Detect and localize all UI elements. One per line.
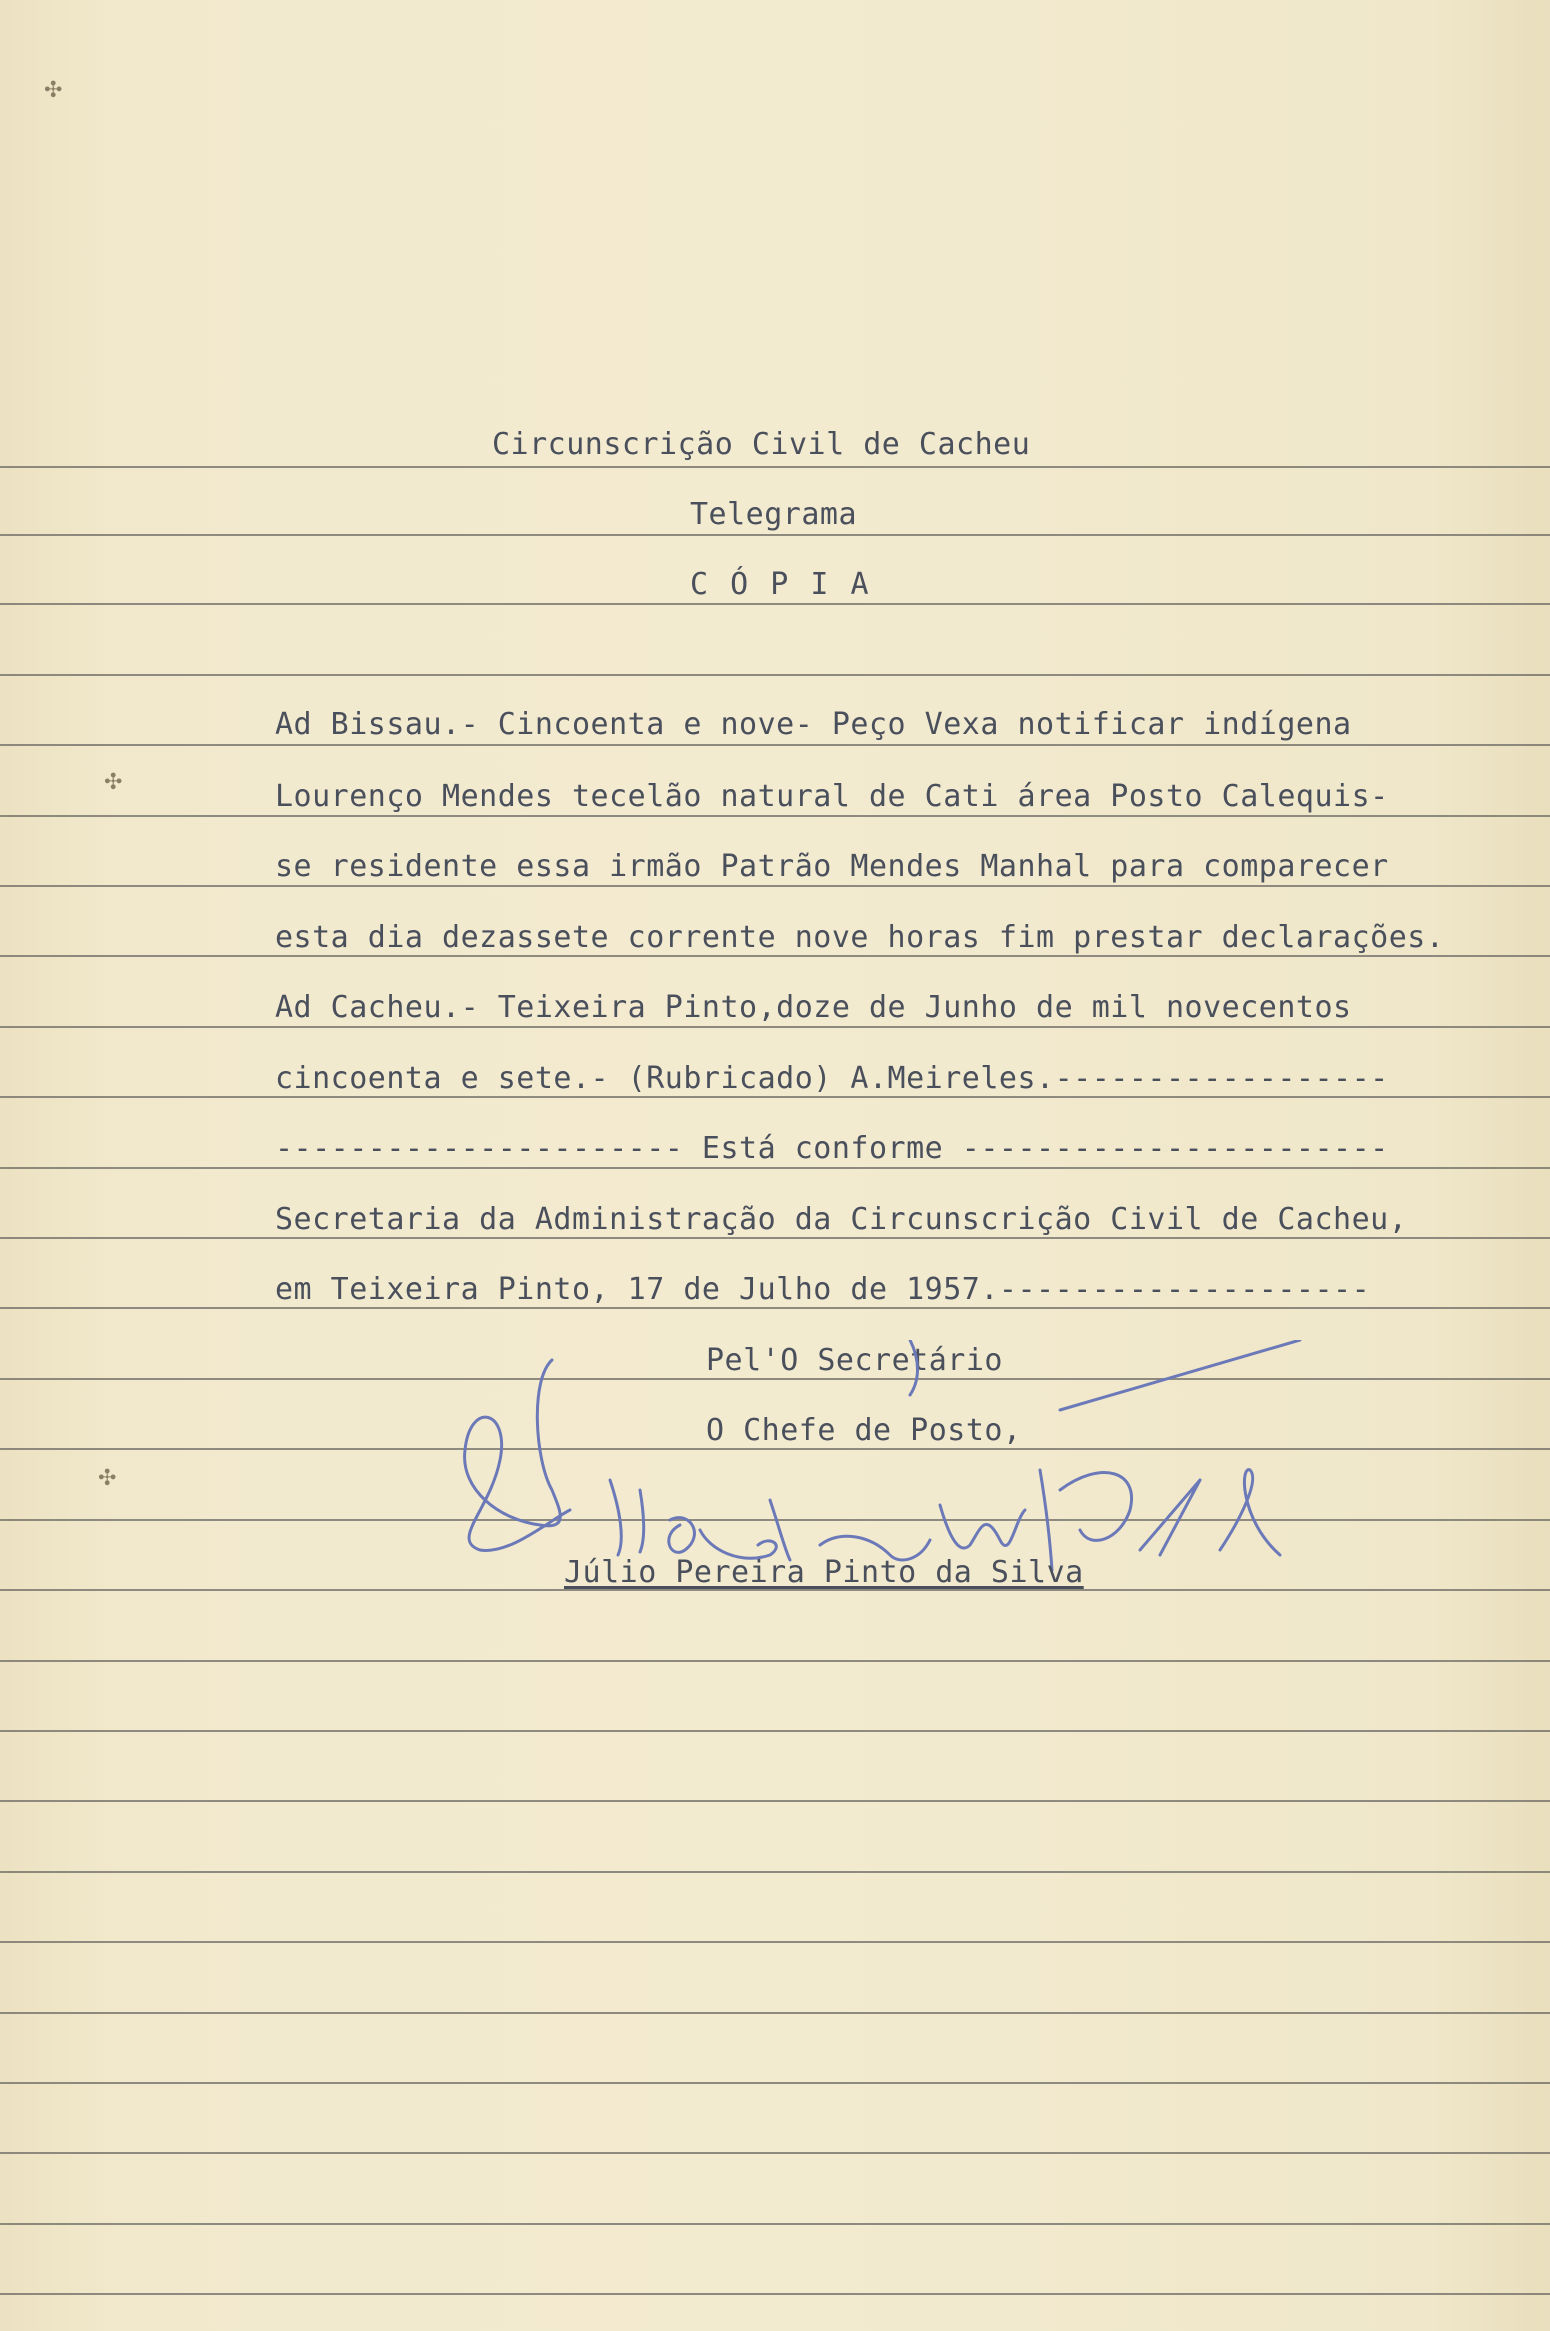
office-heading: Circunscrição Civil de Cacheu	[492, 427, 1031, 462]
for-secretary-label: Pel'O Secretário	[706, 1343, 1003, 1378]
ruled-line	[0, 885, 1550, 887]
paper-speck: ✣	[104, 770, 123, 795]
ruled-line	[0, 1660, 1550, 1662]
ruled-line	[0, 603, 1550, 605]
ruled-line	[0, 1730, 1550, 1732]
ruled-line	[0, 1237, 1550, 1239]
ruled-line	[0, 2223, 1550, 2225]
ruled-line	[0, 815, 1550, 817]
body-line-4: esta dia dezassete corrente nove horas fim prestar declarações.	[275, 920, 1445, 955]
body-line-3: se residente essa irmão Patrão Mendes Manhal para comparecer	[275, 849, 1389, 884]
ruled-line	[0, 1800, 1550, 1802]
signatory-name: Júlio Pereira Pinto da Silva	[564, 1555, 1084, 1590]
ruled-line	[0, 2082, 1550, 2084]
body-line-2: Lourenço Mendes tecelão natural de Cati área Posto Calequis-	[275, 779, 1389, 814]
copy-mark: C Ó P I A	[690, 567, 871, 602]
paper-speck: ✣	[44, 78, 63, 103]
ruled-line	[0, 1941, 1550, 1943]
ruled-line	[0, 1167, 1550, 1169]
ruled-line	[0, 534, 1550, 536]
paper-speck: ✣	[98, 1466, 117, 1491]
ruled-line	[0, 1096, 1550, 1098]
secretaria-line: Secretaria da Administração da Circunscrição Civil de Cacheu,	[275, 1202, 1408, 1237]
doc-type-heading: Telegrama	[690, 497, 858, 532]
ruled-line	[0, 1871, 1550, 1873]
body-line-6: cincoenta e sete.- (Rubricado) A.Meireles.------------------	[275, 1061, 1389, 1096]
ruled-line	[0, 744, 1550, 746]
ruled-line	[0, 2293, 1550, 2295]
ruled-line	[0, 1026, 1550, 1028]
ruled-line	[0, 2152, 1550, 2154]
body-line-1: Ad Bissau.- Cincoenta e nove- Peço Vexa notificar indígena	[275, 707, 1352, 742]
conforme-line: ---------------------- Está conforme -----------------------	[275, 1131, 1389, 1166]
ruled-line	[0, 955, 1550, 957]
ruled-line	[0, 1307, 1550, 1309]
body-line-5: Ad Cacheu.- Teixeira Pinto,doze de Junho de mil novecentos	[275, 990, 1352, 1025]
ruled-line	[0, 466, 1550, 468]
place-date-line: em Teixeira Pinto, 17 de Julho de 1957.--------------------	[275, 1272, 1371, 1307]
role-label: O Chefe de Posto,	[706, 1413, 1022, 1448]
ruled-line	[0, 2012, 1550, 2014]
ruled-line	[0, 674, 1550, 676]
